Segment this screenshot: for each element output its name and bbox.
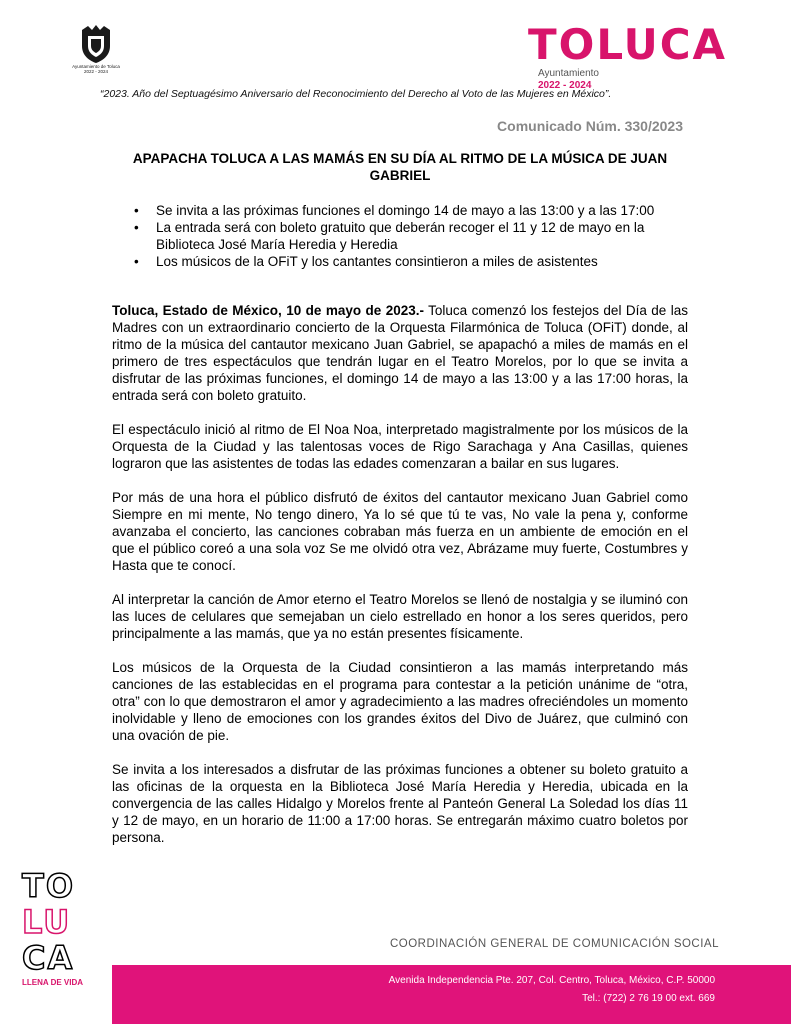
headline: APAPACHA TOLUCA A LAS MAMÁS EN SU DÍA AL RITMO DE LA MÚSICA DE JUAN GABRIEL bbox=[132, 151, 668, 183]
side-logo-row-3: CA bbox=[22, 939, 75, 977]
side-logo-tagline: LLENA DE VIDA bbox=[22, 978, 84, 987]
coordination-label: COORDINACIÓN GENERAL DE COMUNICACIÓN SOCIAL bbox=[389, 938, 719, 950]
paragraph: Al interpretar la canción de Amor eterno el Teatro Morelos se llenó de nostalgia y se iluminó con las luces de celulares que semejaban un cielo estrellado en honor a los seres queridos, pero principalmente a las mamás, que ya no están presentes físicamente. bbox=[112, 592, 688, 641]
lead-paragraph bbox=[112, 302, 688, 404]
paragraph: Se invita a los interesados a disfrutar de las próximas funciones a obtener su boleto gratuito a las oficinas de la orquesta en la Biblioteca José María Heredia y Heredia, ubicada en la convergencia de las calles Hidalgo y Morelos frente al Panteón General La Soledad los días 11 y 12 de mayo, en un horario de 11:00 a 17:00 horas. Se entregarán máximo cuatro boletos por persona. bbox=[112, 762, 688, 845]
logo-ayuntamiento: Ayuntamiento bbox=[538, 68, 599, 79]
highlight-item: • Se invita a las próximas funciones el domingo 14 de mayo a las 13:00 y a las 17:00 bbox=[112, 202, 688, 219]
logo-period: 2022 - 2024 bbox=[538, 80, 592, 91]
year-motto: “2023. Año del Septuagésimo Aniversario del Reconocimiento del Derecho al Voto de las Mujeres en México”. bbox=[100, 88, 612, 100]
seal-caption-2: 2022 - 2024 bbox=[83, 69, 109, 74]
paragraph: El espectáculo inició al ritmo de El Noa Noa, interpretado magistralmente por los músicos de la Orquesta de la Ciudad y las talentosas voces de Rigo Sarachaga y Ana Casillas, quienes lograron que las asistentes de todas las edades comenzaran a bailar en sus lugares. bbox=[112, 422, 688, 471]
toluca-logo-word: TOLUCA bbox=[528, 20, 728, 69]
footer-address: Avenida Independencia Pte. 207, Col. Centro, Toluca, México, C.P. 50000 bbox=[388, 975, 715, 986]
article-body bbox=[112, 302, 688, 863]
paragraph: Los músicos de la Orquesta de la Ciudad consintieron a las mamás interpretando más canciones de las establecidas en el programa para contestar a la petición unánime de “otra, otra” con lo que demostraron el amor y agradecimiento a las madres ofreciéndoles un momento inolvidable y lleno de emociones con los grandes éxitos del Divo de Juárez, que culminó con una ovación de pie. bbox=[112, 660, 688, 743]
footer-phone: Tel.: (722) 2 76 19 00 ext. 669 bbox=[582, 993, 715, 1004]
side-logo-row-2: LU bbox=[22, 903, 72, 941]
dateline: Toluca, Estado de México, 10 de mayo de 2023.- bbox=[112, 303, 424, 318]
toluca-logo bbox=[528, 20, 728, 94]
lead-text: Toluca comenzó los festejos del Día de las Madres con un extraordinario concierto de la Orquesta Filarmónica de Toluca (OFiT) donde, al ritmo de la música del cantautor mexicano Juan Gabriel, se apapachó a miles de mamás en el primero de tres espectáculos que tendrán lugar en el Teatro Morelos, por lo que se invita a disfrutar de las próximas funciones, el domingo 14 de mayo a las 13:00 y a las 17:00 horas, la entrada será con boleto gratuito. bbox=[112, 303, 688, 403]
side-logo-row-1: TO bbox=[22, 867, 76, 905]
press-release-number: Comunicado Núm. 330/2023 bbox=[497, 118, 683, 134]
seal-caption-1: Ayuntamiento de Toluca bbox=[72, 64, 120, 69]
paragraph: Por más de una hora el público disfrutó de éxitos del cantautor mexicano Juan Gabriel como Siempre en mi mente, No tengo dinero, Ya lo sé que tú te vas, No vale la pena y, conforme avanzaba el concierto, las canciones cobraban más fuerza en un ambiente de emoción en el que el público coreó a una sola voz Se me olvidó otra vez, Abrázame muy fuerte, Costumbres y Hasta que te conocí. bbox=[112, 490, 688, 573]
toluca-side-logo bbox=[22, 868, 102, 1008]
highlights-list bbox=[112, 202, 688, 270]
footer-bar bbox=[112, 965, 791, 1024]
municipal-seal bbox=[60, 24, 132, 88]
coat-of-arms-icon bbox=[78, 24, 114, 64]
highlight-item: • Los músicos de la OFiT y los cantantes consintieron a miles de asistentes bbox=[112, 253, 688, 270]
highlight-item: • La entrada será con boleto gratuito que deberán recoger el 11 y 12 de mayo en la Biblioteca José María Heredia y Heredia bbox=[112, 219, 688, 253]
